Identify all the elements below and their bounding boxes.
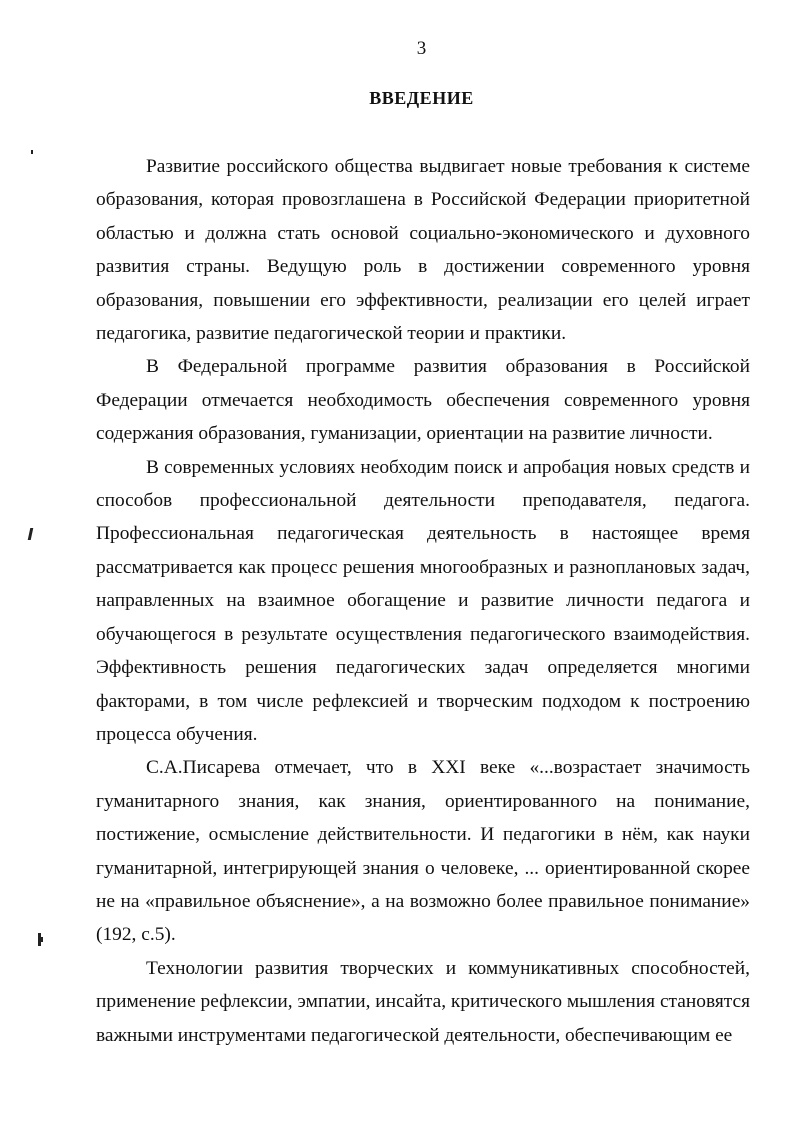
body-text: [96, 150, 750, 1052]
paragraph: Развитие российского общества выдвигает новые требования к системе образования, которая провозглашена в Российской Федерации приоритетной областью и должна стать основой социально-экономического и духовного развития страны. Ведущую роль в достижении современного уровня образования, повышении его эффективности, реализации его целей играет педагогика, развитие педагогической теории и практики.: [96, 156, 750, 345]
scan-artifact-mark: [28, 528, 34, 540]
paragraph: С.А.Писарева отмечает, что в XXI веке «...возрастает значимость гуманитарного знания, как знания, ориентированного на понимание, постижение, осмысление действительности. И педагогики в нём, как науки гуманитарной, интегрирующей знания о человеке, ... ориентированной скорее не на «правильное объяснение», а на возможно более правильное понимание» (192, с.5).: [96, 757, 750, 946]
paragraph: В современных условиях необходим поиск и апробация новых средств и способов профессиональной деятельности преподавателя, педагога. Профессиональная педагогическая деятельность в настоящее время рассматривается как процесс решения многообразных и разноплановых задач, направленных на взаимное обогащение и развитие личности педагога и обучающегося в результате осуществления педагогического взаимодействия. Эффективность решения педагогических задач определяется многими факторами, в том числе рефлексией и творческим подходом к построению процесса обучения.: [96, 456, 750, 745]
scan-artifact-mark: [31, 150, 33, 154]
paragraph: В Федеральной программе развития образования в Российской Федерации отмечается необходимость обеспечения современного уровня содержания образования, гуманизации, ориентации на развитие личности.: [96, 356, 750, 445]
page-number: 3: [416, 38, 427, 59]
paragraph: Технологии развития творческих и коммуникативных способностей, применение рефлексии, эмпатии, инсайта, критического мышления становятся важными инструментами педагогической деятельности, обеспечивающим ее: [96, 957, 750, 1046]
section-heading: ВВЕДЕНИЕ: [369, 88, 474, 108]
scan-artifact-mark: [40, 937, 43, 942]
